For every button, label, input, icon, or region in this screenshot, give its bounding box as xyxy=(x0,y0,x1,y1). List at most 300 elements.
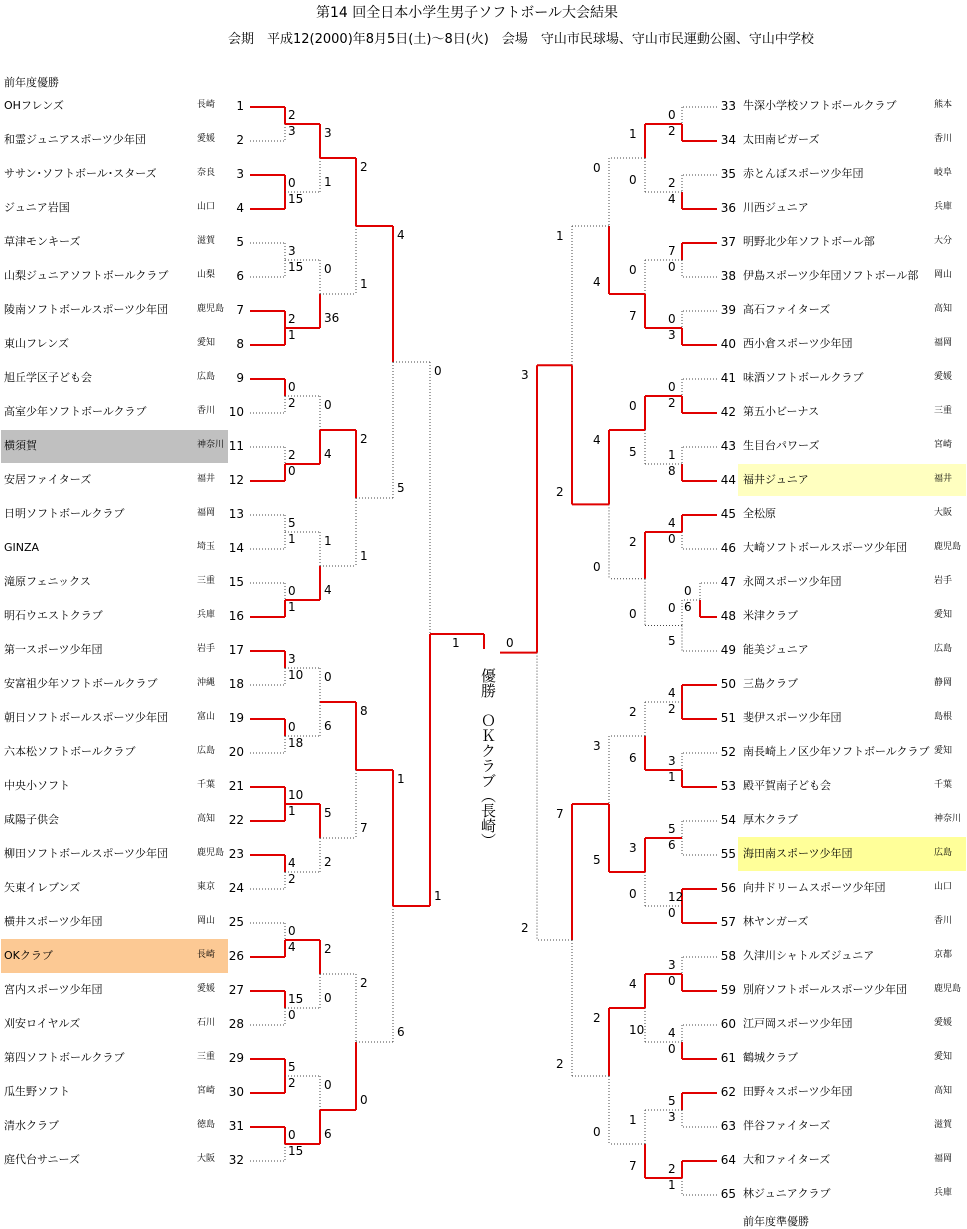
team-prefecture: 徳島 xyxy=(197,1120,216,1130)
seed-number: 11 xyxy=(228,439,244,453)
seed-number: 42 xyxy=(720,405,736,419)
seed-number: 56 xyxy=(720,881,736,895)
seed-number: 49 xyxy=(720,643,736,657)
team-name: 西小倉スポーツ少年団 xyxy=(743,337,853,350)
team-name: 高室少年ソフトボールクラブ xyxy=(4,405,147,418)
seed-number: 63 xyxy=(720,1119,736,1133)
score: 0 xyxy=(629,399,637,413)
team-name: 山梨ジュニアソフトボールクラブ xyxy=(4,269,169,282)
score: 0 xyxy=(668,974,676,988)
team-name: 陵南ソフトボールスポーツ少年団 xyxy=(4,303,169,316)
score: 0 xyxy=(668,108,676,122)
seed-number: 9 xyxy=(236,371,244,385)
score: 2 xyxy=(593,1011,601,1025)
team-prefecture: 鹿児島 xyxy=(197,848,225,858)
seed-number: 13 xyxy=(228,507,244,521)
seed-number: 40 xyxy=(720,337,736,351)
team-prefecture: 広島 xyxy=(934,644,953,654)
score: 12 xyxy=(668,890,684,904)
score: 0 xyxy=(288,720,296,734)
score: 5 xyxy=(668,822,676,836)
seed-number: 59 xyxy=(720,983,736,997)
score: 3 xyxy=(668,958,676,972)
seed-number: 31 xyxy=(228,1119,244,1133)
team-prefecture: 愛知 xyxy=(934,746,953,756)
seed-number: 4 xyxy=(236,201,244,215)
score: 6 xyxy=(324,1127,332,1141)
final-score: 0 xyxy=(506,636,514,650)
team-name: 朝日ソフトボールスポーツ少年団 xyxy=(4,711,169,724)
score: 5 xyxy=(397,481,405,495)
score: 0 xyxy=(629,606,637,621)
page-title: 第14 回全日本小学生男子ソフトボール大会結果 xyxy=(316,5,618,21)
team-prefecture: 山口 xyxy=(934,882,953,892)
seed-number: 10 xyxy=(228,405,244,419)
seed-number: 60 xyxy=(720,1017,736,1031)
team-prefecture: 高知 xyxy=(197,814,216,824)
team-prefecture: 長崎 xyxy=(197,950,216,960)
score: 0 xyxy=(288,380,296,394)
prev-runnerup-label: 前年度準優勝 xyxy=(743,1215,809,1228)
team-prefecture: 神奈川 xyxy=(197,440,225,450)
score: 15 xyxy=(288,260,304,274)
score: 4 xyxy=(629,977,637,991)
seed-number: 50 xyxy=(720,677,736,691)
team-name: OKクラブ xyxy=(4,949,53,962)
team-prefecture: 奈良 xyxy=(197,168,216,178)
team-prefecture: 京都 xyxy=(934,950,953,960)
score: 0 xyxy=(360,1093,368,1107)
score: 0 xyxy=(668,1042,676,1056)
team-prefecture: 愛知 xyxy=(934,1052,953,1062)
seed-number: 58 xyxy=(720,949,736,963)
team-name: 味酒ソフトボールクラブ xyxy=(743,371,864,384)
team-prefecture: 富山 xyxy=(197,712,216,722)
score: 0 xyxy=(288,176,296,190)
score: 15 xyxy=(288,992,304,1006)
team-prefecture: 千葉 xyxy=(197,780,216,790)
team-name: 生目台パワーズ xyxy=(743,439,820,452)
score: 0 xyxy=(324,1078,332,1092)
seed-number: 47 xyxy=(720,575,736,589)
team-name: 伊島スポーツ少年団ソフトボール部 xyxy=(743,269,919,282)
seed-number: 32 xyxy=(228,1153,244,1167)
score: 3 xyxy=(324,126,332,140)
team-prefecture: 鹿児島 xyxy=(934,542,962,552)
team-prefecture: 岩手 xyxy=(197,644,216,654)
team-name: 林ヤンガーズ xyxy=(743,915,809,928)
team-name: 安富祖少年ソフトボールクラブ xyxy=(4,677,158,690)
score: 1 xyxy=(288,804,296,818)
team-name: 米津クラブ xyxy=(743,609,798,622)
team-name: 厚木クラブ xyxy=(743,813,798,826)
team-name: 久津川シャトルズジュニア xyxy=(743,949,875,962)
score: 4 xyxy=(668,516,676,530)
score: 1 xyxy=(397,772,405,786)
score: 5 xyxy=(668,1094,676,1108)
score: 15 xyxy=(288,192,304,206)
score: 1 xyxy=(434,889,442,903)
score: 2 xyxy=(521,921,529,935)
seed-number: 7 xyxy=(236,303,244,317)
score: 3 xyxy=(288,244,296,258)
team-name: 第一スポーツ少年団 xyxy=(4,643,103,656)
team-prefecture: 広島 xyxy=(197,746,216,756)
team-name: GINZA xyxy=(4,541,40,554)
score: 5 xyxy=(288,1060,296,1074)
team-prefecture: 香川 xyxy=(197,406,216,416)
score: 2 xyxy=(324,942,332,956)
team-prefecture: 広島 xyxy=(197,372,216,382)
score: 5 xyxy=(593,853,601,867)
team-prefecture: 香川 xyxy=(934,916,953,926)
team-name: 高石ファイターズ xyxy=(743,303,831,316)
team-name: 向井ドリームスポーツ少年団 xyxy=(743,881,886,894)
seed-number: 41 xyxy=(720,371,736,385)
team-name: 明野北少年ソフトボール部 xyxy=(743,235,875,248)
score: 0 xyxy=(668,260,676,274)
seed-number: 25 xyxy=(228,915,244,929)
score: 3 xyxy=(288,124,296,138)
seed-number: 33 xyxy=(720,99,736,113)
seed-number: 12 xyxy=(228,473,244,487)
score: 0 xyxy=(288,1128,296,1142)
score: 0 xyxy=(324,262,332,276)
score: 5 xyxy=(288,516,296,530)
score: 6 xyxy=(324,719,332,733)
team-prefecture: 福井 xyxy=(197,474,216,484)
team-prefecture: 大阪 xyxy=(934,508,953,518)
team-name: 海田南スポーツ少年団 xyxy=(743,847,853,860)
score: 0 xyxy=(324,991,332,1005)
score: 2 xyxy=(668,702,676,716)
team-prefecture: 熊本 xyxy=(934,100,953,110)
score: 8 xyxy=(668,464,676,478)
team-name: 鶴城クラブ xyxy=(743,1051,798,1064)
seed-number: 2 xyxy=(236,133,244,147)
team-name: 太田南ピガーズ xyxy=(743,133,820,146)
score: 2 xyxy=(288,448,296,462)
score: 4 xyxy=(593,433,601,447)
team-name: 第五小ビーナス xyxy=(743,405,820,418)
score: 1 xyxy=(288,600,296,614)
team-name: 明石ウエストクラブ xyxy=(4,609,103,622)
seed-number: 64 xyxy=(720,1153,736,1167)
score: 1 xyxy=(629,1113,637,1127)
event-info: 会期 平成12(2000)年8月5日(土)～8日(火) 会場 守山市民球場、守山市民運動公園、守山中学校 xyxy=(228,32,814,47)
team-prefecture: 兵庫 xyxy=(197,610,216,620)
score: 0 xyxy=(593,1125,601,1139)
score: 2 xyxy=(629,535,637,549)
score: 18 xyxy=(288,736,304,750)
seed-number: 35 xyxy=(720,167,736,181)
seed-number: 14 xyxy=(228,541,244,555)
score: 1 xyxy=(629,127,637,141)
team-prefecture: 福岡 xyxy=(934,338,953,348)
score: 0 xyxy=(288,924,296,938)
score: 2 xyxy=(324,855,332,869)
team-prefecture: 埼玉 xyxy=(197,542,216,552)
seed-number: 51 xyxy=(720,711,736,725)
score: 7 xyxy=(556,807,564,821)
seed-number: 37 xyxy=(720,235,736,249)
team-prefecture: 愛媛 xyxy=(934,1018,953,1028)
team-prefecture: 岡山 xyxy=(197,916,216,926)
team-prefecture: 愛媛 xyxy=(934,372,953,382)
seed-number: 26 xyxy=(228,949,244,963)
score: 1 xyxy=(360,549,368,563)
team-name: 柳田ソフトボールスポーツ少年団 xyxy=(4,847,169,860)
team-name: 殿平賀南子ども会 xyxy=(743,779,831,792)
team-name: 別府ソフトボールスポーツ少年団 xyxy=(743,983,908,996)
team-name: ササン･ソフトボール･スターズ xyxy=(4,167,157,180)
score: 6 xyxy=(629,751,637,765)
team-prefecture: 広島 xyxy=(934,848,953,858)
team-prefecture: 山梨 xyxy=(197,270,216,280)
seed-number: 30 xyxy=(228,1085,244,1099)
seed-number: 36 xyxy=(720,201,736,215)
seed-number: 5 xyxy=(236,235,244,249)
score: 2 xyxy=(556,485,564,500)
team-prefecture: 宮崎 xyxy=(197,1086,216,1096)
score: 0 xyxy=(324,398,332,412)
team-name: 安居ファイターズ xyxy=(4,473,92,486)
seed-number: 65 xyxy=(720,1187,736,1201)
team-prefecture: 鹿児島 xyxy=(934,984,962,994)
team-prefecture: 愛知 xyxy=(934,610,953,620)
prev-champion-label: 前年度優勝 xyxy=(4,76,59,89)
score: 7 xyxy=(629,309,637,323)
team-name: 赤とんぼスポーツ少年団 xyxy=(743,167,864,180)
team-prefecture: 滋賀 xyxy=(934,1120,953,1130)
seed-number: 34 xyxy=(720,133,736,147)
score: 2 xyxy=(288,312,296,326)
seed-number: 27 xyxy=(228,983,244,997)
team-prefecture: 石川 xyxy=(197,1018,216,1028)
team-prefecture: 三重 xyxy=(197,1052,216,1062)
score: 6 xyxy=(397,1025,405,1039)
seed-number: 16 xyxy=(228,609,244,623)
team-prefecture: 兵庫 xyxy=(934,1188,953,1198)
team-name: 清水クラブ xyxy=(4,1119,59,1132)
team-prefecture: 三重 xyxy=(934,406,953,416)
score: 2 xyxy=(288,1076,296,1090)
seed-number: 46 xyxy=(720,541,736,555)
score: 0 xyxy=(288,584,296,598)
team-name: 中央小ソフト xyxy=(4,779,70,792)
team-name: 和霊ジュニアスポーツ少年団 xyxy=(4,133,146,146)
score: 2 xyxy=(629,705,637,719)
seed-number: 1 xyxy=(236,99,244,113)
team-name: 南長崎上ノ区少年ソフトボールクラブ xyxy=(743,745,930,758)
team-prefecture: 長崎 xyxy=(197,100,216,110)
seed-number: 48 xyxy=(720,609,736,623)
score: 0 xyxy=(288,1008,296,1022)
score: 1 xyxy=(556,229,564,243)
team-prefecture: 香川 xyxy=(934,134,953,144)
team-name: 川西ジュニア xyxy=(743,201,809,214)
team-name: 日明ソフトボールクラブ xyxy=(4,507,125,520)
team-name: 宮内スポーツ少年団 xyxy=(4,983,103,996)
score: 2 xyxy=(556,1057,564,1071)
score: 0 xyxy=(629,887,637,901)
score: 4 xyxy=(288,856,296,870)
team-prefecture: 三重 xyxy=(197,576,216,586)
score: 0 xyxy=(668,312,676,326)
seed-number: 44 xyxy=(720,473,736,487)
team-name: 草津モンキーズ xyxy=(4,235,81,248)
team-name: 能美ジュニア xyxy=(743,643,809,656)
score: 8 xyxy=(360,704,368,718)
team-prefecture: 福岡 xyxy=(934,1154,953,1164)
score: 2 xyxy=(668,396,676,410)
seed-number: 17 xyxy=(228,643,244,657)
score: 0 xyxy=(668,380,676,394)
team-name: 旭丘学区子ども会 xyxy=(4,371,92,384)
score: 3 xyxy=(668,1110,676,1124)
score: 2 xyxy=(668,1162,676,1176)
seed-number: 55 xyxy=(720,847,736,861)
team-name: 横井スポーツ少年団 xyxy=(4,915,103,928)
team-name: 第四ソフトボールクラブ xyxy=(4,1051,125,1064)
team-name: 斐伊スポーツ少年団 xyxy=(743,711,842,724)
score: 3 xyxy=(668,754,676,768)
champion-label: 優勝 ＯＫクラブ（長崎） xyxy=(479,668,497,848)
score: 1 xyxy=(668,1178,676,1192)
team-prefecture: 兵庫 xyxy=(934,202,953,212)
team-name: 田野々スポーツ少年団 xyxy=(743,1085,853,1098)
score: 0 xyxy=(288,464,296,478)
score: 1 xyxy=(288,532,296,546)
team-name: 東山フレンズ xyxy=(4,337,69,350)
team-name: 牛深小学校ソフトボールクラブ xyxy=(743,99,897,112)
seed-number: 18 xyxy=(228,677,244,691)
team-prefecture: 沖縄 xyxy=(197,678,216,688)
score: 1 xyxy=(360,277,368,291)
team-name: 矢東イレブンズ xyxy=(4,881,81,894)
score: 7 xyxy=(629,1159,637,1173)
team-prefecture: 高知 xyxy=(934,304,953,314)
team-prefecture: 岡山 xyxy=(934,270,953,280)
score: 4 xyxy=(593,275,601,289)
score: 0 xyxy=(629,263,637,277)
team-prefecture: 福井 xyxy=(934,474,953,484)
team-prefecture: 愛媛 xyxy=(197,134,216,144)
score: 3 xyxy=(521,368,529,383)
seed-number: 20 xyxy=(228,745,244,759)
team-prefecture: 高知 xyxy=(934,1086,953,1096)
team-name: 永岡スポーツ少年団 xyxy=(743,575,842,588)
seed-number: 45 xyxy=(720,507,736,521)
score: 6 xyxy=(684,600,692,614)
team-name: 福井ジュニア xyxy=(743,473,809,486)
team-prefecture: 島根 xyxy=(934,712,953,722)
seed-number: 29 xyxy=(228,1051,244,1065)
team-name: 瓜生野ソフト xyxy=(4,1085,70,1098)
score: 2 xyxy=(360,976,368,990)
seed-number: 23 xyxy=(228,847,244,861)
team-prefecture: 大阪 xyxy=(197,1154,216,1164)
score: 5 xyxy=(324,806,332,820)
score: 15 xyxy=(288,1144,304,1158)
score: 36 xyxy=(324,311,340,325)
score: 2 xyxy=(288,108,296,122)
score: 0 xyxy=(434,364,442,378)
score: 3 xyxy=(668,328,676,342)
score: 0 xyxy=(668,601,676,615)
team-name: 江戸岡スポーツ少年団 xyxy=(743,1017,853,1030)
seed-number: 62 xyxy=(720,1085,736,1099)
score: 0 xyxy=(593,559,601,574)
seed-number: 22 xyxy=(228,813,244,827)
score: 1 xyxy=(324,534,332,548)
score: 5 xyxy=(668,634,676,648)
team-name: 大崎ソフトボールスポーツ少年団 xyxy=(743,541,908,554)
score: 1 xyxy=(668,448,676,462)
seed-number: 52 xyxy=(720,745,736,759)
team-prefecture: 山口 xyxy=(197,202,216,212)
team-name: OHフレンズ xyxy=(4,99,64,112)
score: 0 xyxy=(593,161,601,175)
score: 10 xyxy=(629,1023,645,1037)
seed-number: 19 xyxy=(228,711,244,725)
team-prefecture: 愛知 xyxy=(197,338,216,348)
seed-number: 39 xyxy=(720,303,736,317)
score: 2 xyxy=(668,176,676,190)
score: 3 xyxy=(629,841,637,855)
team-name: 伴谷ファイターズ xyxy=(743,1119,831,1132)
team-name: 大和ファイターズ xyxy=(743,1153,831,1166)
score: 10 xyxy=(288,788,304,802)
team-prefecture: 大分 xyxy=(934,236,953,246)
team-prefecture: 岩手 xyxy=(934,576,953,586)
score: 0 xyxy=(629,173,637,187)
score: 3 xyxy=(288,652,296,666)
score: 4 xyxy=(324,583,332,597)
seed-number: 53 xyxy=(720,779,736,793)
team-prefecture: 愛媛 xyxy=(197,984,216,994)
seed-number: 15 xyxy=(228,575,244,589)
team-name: 咸陽子供会 xyxy=(4,813,59,826)
score: 2 xyxy=(360,160,368,174)
score: 4 xyxy=(324,447,332,461)
team-name: 林ジュニアクラブ xyxy=(743,1187,831,1200)
score: 4 xyxy=(668,1026,676,1040)
score: 0 xyxy=(684,584,692,598)
score: 3 xyxy=(593,739,601,753)
seed-number: 57 xyxy=(720,915,736,929)
seed-number: 38 xyxy=(720,269,736,283)
team-prefecture: 滋賀 xyxy=(197,236,216,246)
team-prefecture: 鹿児島 xyxy=(197,304,225,314)
seed-number: 6 xyxy=(236,269,244,283)
team-name: ジュニア岩国 xyxy=(4,201,70,214)
score: 1 xyxy=(324,175,332,189)
score: 0 xyxy=(324,670,332,684)
team-name: 三島クラブ xyxy=(743,677,798,690)
score: 2 xyxy=(288,396,296,410)
score: 2 xyxy=(668,124,676,138)
team-prefecture: 静岡 xyxy=(934,678,953,688)
seed-number: 8 xyxy=(236,337,244,351)
score: 5 xyxy=(629,445,637,459)
team-name: 全松原 xyxy=(743,507,776,520)
seed-number: 24 xyxy=(228,881,244,895)
score: 7 xyxy=(668,244,676,258)
seed-number: 61 xyxy=(720,1051,736,1065)
final-score: 1 xyxy=(452,636,460,650)
score: 2 xyxy=(360,432,368,446)
